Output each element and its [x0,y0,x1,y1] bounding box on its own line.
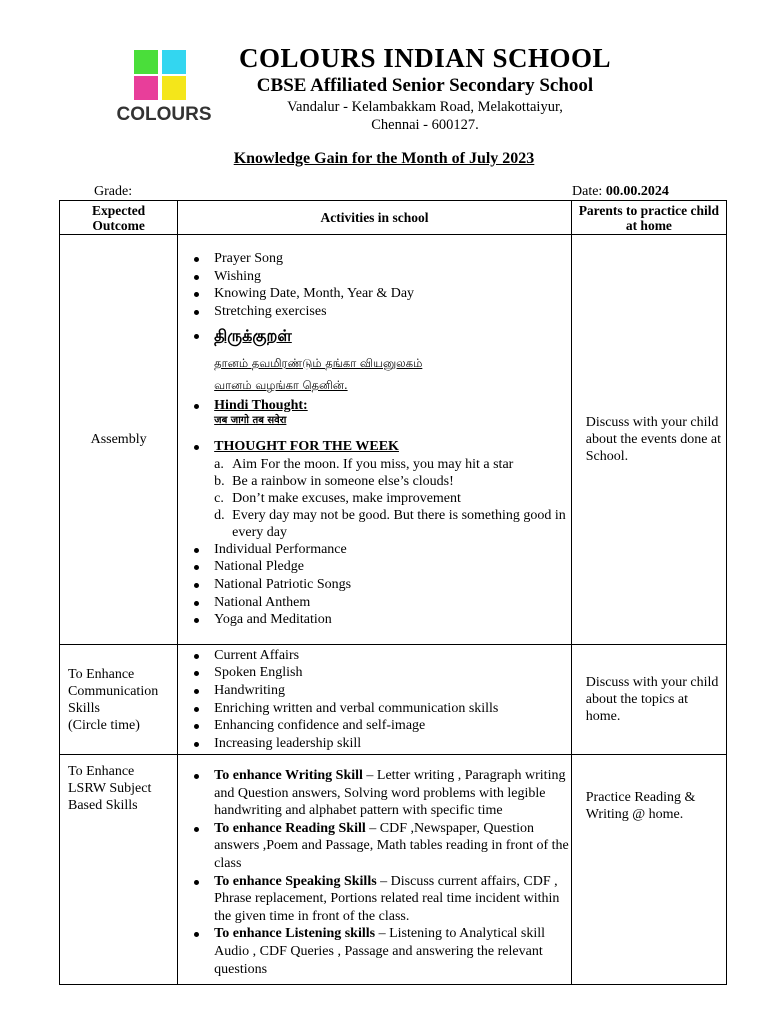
list-item: Prayer Song [214,250,571,268]
thought-heading: THOUGHT FOR THE WEEK [214,439,399,455]
thought-section [214,438,571,456]
tamil-heading: திருக்குறள் [214,327,292,345]
logo-square-cyan [162,50,186,74]
outcome-lsrw: To Enhance LSRW Subject Based Skills [60,755,178,985]
grade-label: Grade: [94,184,133,199]
address-line-2: Chennai - 600127. [371,117,479,133]
logo-square-pink [134,76,158,100]
activities-assembly [178,235,572,645]
list-item: d. Every day may not be good. But there is something good in every day [214,507,566,540]
table-row-lsrw [60,755,727,985]
list-item: Stretching exercises [214,303,571,321]
list-item: National Anthem [214,594,571,612]
table-header-row [60,201,727,235]
list-item: Increasing leadership skill [214,735,571,753]
assembly-list-bottom [178,541,571,629]
list-item: To enhance Reading Skill – CDF ,Newspaper, Question answers ,Poem and Passage, Math tables reading in front of the class [214,820,569,871]
header-parents: Parents to practice child at home [571,201,726,235]
activities-lsrw [178,755,572,985]
thought-list [214,456,571,541]
list-item: Current Affairs [214,647,571,665]
date-label: Date: [572,184,603,199]
school-logo [114,46,214,126]
table-row-assembly [60,235,727,645]
list-item: Enhancing confidence and self-image [214,717,571,735]
list-item: Handwriting [214,682,571,700]
list-item: National Pledge [214,558,571,576]
list-item: c. Don’t make excuses, make improvement [214,490,461,506]
list-item: To enhance Speaking Skills – Discuss current affairs, CDF , Phrase replacement, Portions related real time incident within the given time in front of the class. [214,873,571,926]
parents-communication: Discuss with your child about the topics at home. [571,645,726,755]
knowledge-table [59,200,727,985]
list-item: National Patriotic Songs [214,576,571,594]
assembly-list-top [178,250,571,456]
outcome-communication: To Enhance Communication Skills (Circle time) [60,645,178,755]
table-row-communication [60,645,727,755]
address-line-1: Vandalur - Kelambakkam Road, Melakottaiyur, [287,99,563,115]
document-title: Knowledge Gain for the Month of July 2023 [233,150,535,167]
list-item: Enriching written and verbal communication skills [214,700,571,718]
outcome-assembly: Assembly [60,235,178,645]
logo-square-yellow [162,76,186,100]
list-item: To enhance Listening skills – Listening to Analytical skill Audio , CDF Queries , Passage and answering the relevant questions [214,925,571,978]
list-item: Spoken English [214,664,571,682]
tamil-section [214,327,571,393]
list-item: a. Aim For the moon. If you miss, you may hit a star [214,456,514,472]
communication-list [178,647,571,753]
parents-lsrw: Practice Reading & Writing @ home. [571,755,726,985]
list-item: Wishing [214,268,571,286]
tamil-line-1: தானம் தவமிரண்டும் தங்கா வியனுலகம் [214,355,423,370]
date-value: 00.00.2024 [605,184,669,199]
list-item: Knowing Date, Month, Year & Day [214,285,571,303]
header-expected-outcome: Expected Outcome [60,201,178,235]
school-affiliation: CBSE Affiliated Senior Secondary School [256,75,594,96]
header-activities: Activities in school [178,201,572,235]
school-header [210,42,640,134]
activities-communication [178,645,572,755]
hindi-section [214,397,571,429]
logo-square-green [134,50,158,74]
list-item: To enhance Writing Skill – Letter writing , Paragraph writing and Question answers, Solving word problems with legible handwriting and alphabet pattern with specific time [214,767,571,820]
lsrw-skill-list [178,767,571,978]
tamil-line-2: வானம் வழங்கா தெனின். [214,377,348,392]
logo-wordmark: COLOURS [116,104,212,125]
hindi-heading: Hindi Thought: [214,397,308,413]
date-field [572,184,669,200]
list-item: b. Be a rainbow in someone else’s clouds! [214,473,454,489]
list-item: Individual Performance [214,541,571,559]
list-item: Yoga and Meditation [214,611,571,629]
school-name: COLOURS INDIAN SCHOOL [238,43,612,73]
parents-assembly: Discuss with your child about the events done at School. [571,235,726,645]
hindi-thought: जब जागो तब सवेरा [214,415,287,427]
